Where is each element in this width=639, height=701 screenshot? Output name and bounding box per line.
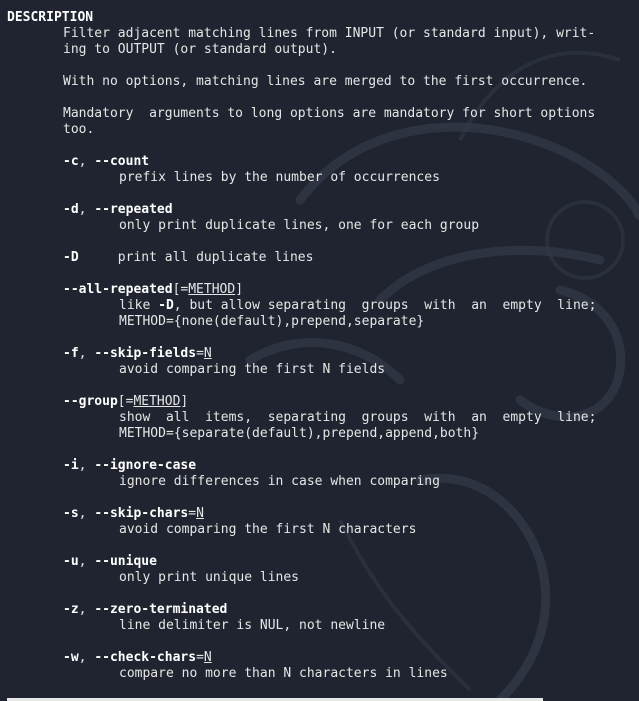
option-separator: , [78,602,95,617]
option-short: -d [63,202,79,217]
option-eq: = [188,506,197,521]
option-skip-chars-header [7,506,632,522]
option-separator: , [78,554,95,569]
option-separator: , [78,650,95,665]
option-spacing [79,250,118,265]
option-ignore-case-header [7,458,632,474]
option-ignore-case-desc: ignore differences in case when comparing [119,474,440,489]
option-skip-fields-header [7,346,632,362]
option-group-header [7,394,632,410]
option-D-line [7,250,632,266]
option-arg: N [203,650,212,665]
option-short: -f [63,346,79,361]
option-long: --all-repeated [63,282,173,297]
option-separator: , [78,154,95,169]
option-long: --ignore-case [94,458,197,473]
option-long: --skip-chars [94,506,189,521]
option-short: -z [63,602,79,617]
option-arg: METHOD [188,282,236,297]
option-short: -s [63,506,79,521]
man-page-content [7,10,632,682]
desc-text: like [119,298,159,313]
option-long: --skip-fields [94,346,197,361]
option-arg: METHOD [133,394,181,409]
option-group-methods: METHOD={separate(default),prepend,append,both} [119,426,480,441]
option-eq: = [196,346,204,361]
option-count-desc: prefix lines by the number of occurrences [119,170,440,185]
option-all-repeated-methods: METHOD={none(default),prepend,separate} [119,314,425,329]
option-long: --repeated [94,202,173,217]
option-long: --count [94,154,150,169]
option-arg-open: [= [172,282,189,297]
option-zero-terminated-header [7,602,632,618]
option-all-repeated-desc [7,298,632,314]
option-short: -D [63,250,79,265]
option-unique-desc: only print unique lines [119,570,300,585]
option-eq: = [196,650,204,665]
option-short: -i [63,458,79,473]
option-arg: N [196,506,204,521]
option-short: -w [63,650,79,665]
intro-line-2: ing to OUTPUT (or standard output). [63,42,337,57]
option-skip-fields-desc: avoid comparing the first N fields [119,362,386,377]
option-count-header [7,154,632,170]
option-long: --zero-terminated [94,602,228,617]
option-check-chars-header [7,650,632,666]
section-header: DESCRIPTION [7,10,94,25]
desc-text: , but allow separating groups with an empty line; [173,298,597,313]
option-zero-terminated-desc: line delimiter is NUL, not newline [119,618,386,633]
option-separator: , [78,506,95,521]
intro-line-1: Filter adjacent matching lines from INPUT (or standard input), writ- [63,26,596,41]
option-check-chars-desc: compare no more than N characters in lines [119,666,448,681]
option-long: --group [63,394,118,409]
option-arg-open: [= [117,394,134,409]
option-arg-close: ] [180,394,189,409]
mandatory-note-line-1: Mandatory arguments to long options are mandatory for short options [63,106,596,121]
option-long: --unique [94,554,157,569]
option-repeated-header [7,202,632,218]
option-arg-close: ] [235,282,244,297]
option-unique-header [7,554,632,570]
option-long: --check-chars [94,650,197,665]
no-options-note: With no options, matching lines are merged to the first occurrence. [63,74,588,89]
option-all-repeated-header [7,282,632,298]
option-separator: , [78,346,95,361]
option-repeated-desc: only print duplicate lines, one for each group [119,218,480,233]
option-separator: , [78,458,95,473]
mandatory-note-line-2: too. [63,122,95,137]
option-group-desc: show all items, separating groups with an empty line; [119,410,597,425]
desc-option-ref: -D [158,298,174,313]
option-skip-chars-desc: avoid comparing the first N characters [119,522,417,537]
option-arg: N [203,346,212,361]
option-D-desc: print all duplicate lines [117,250,314,265]
option-short: -u [63,554,79,569]
option-short: -c [63,154,79,169]
option-separator: , [78,202,95,217]
